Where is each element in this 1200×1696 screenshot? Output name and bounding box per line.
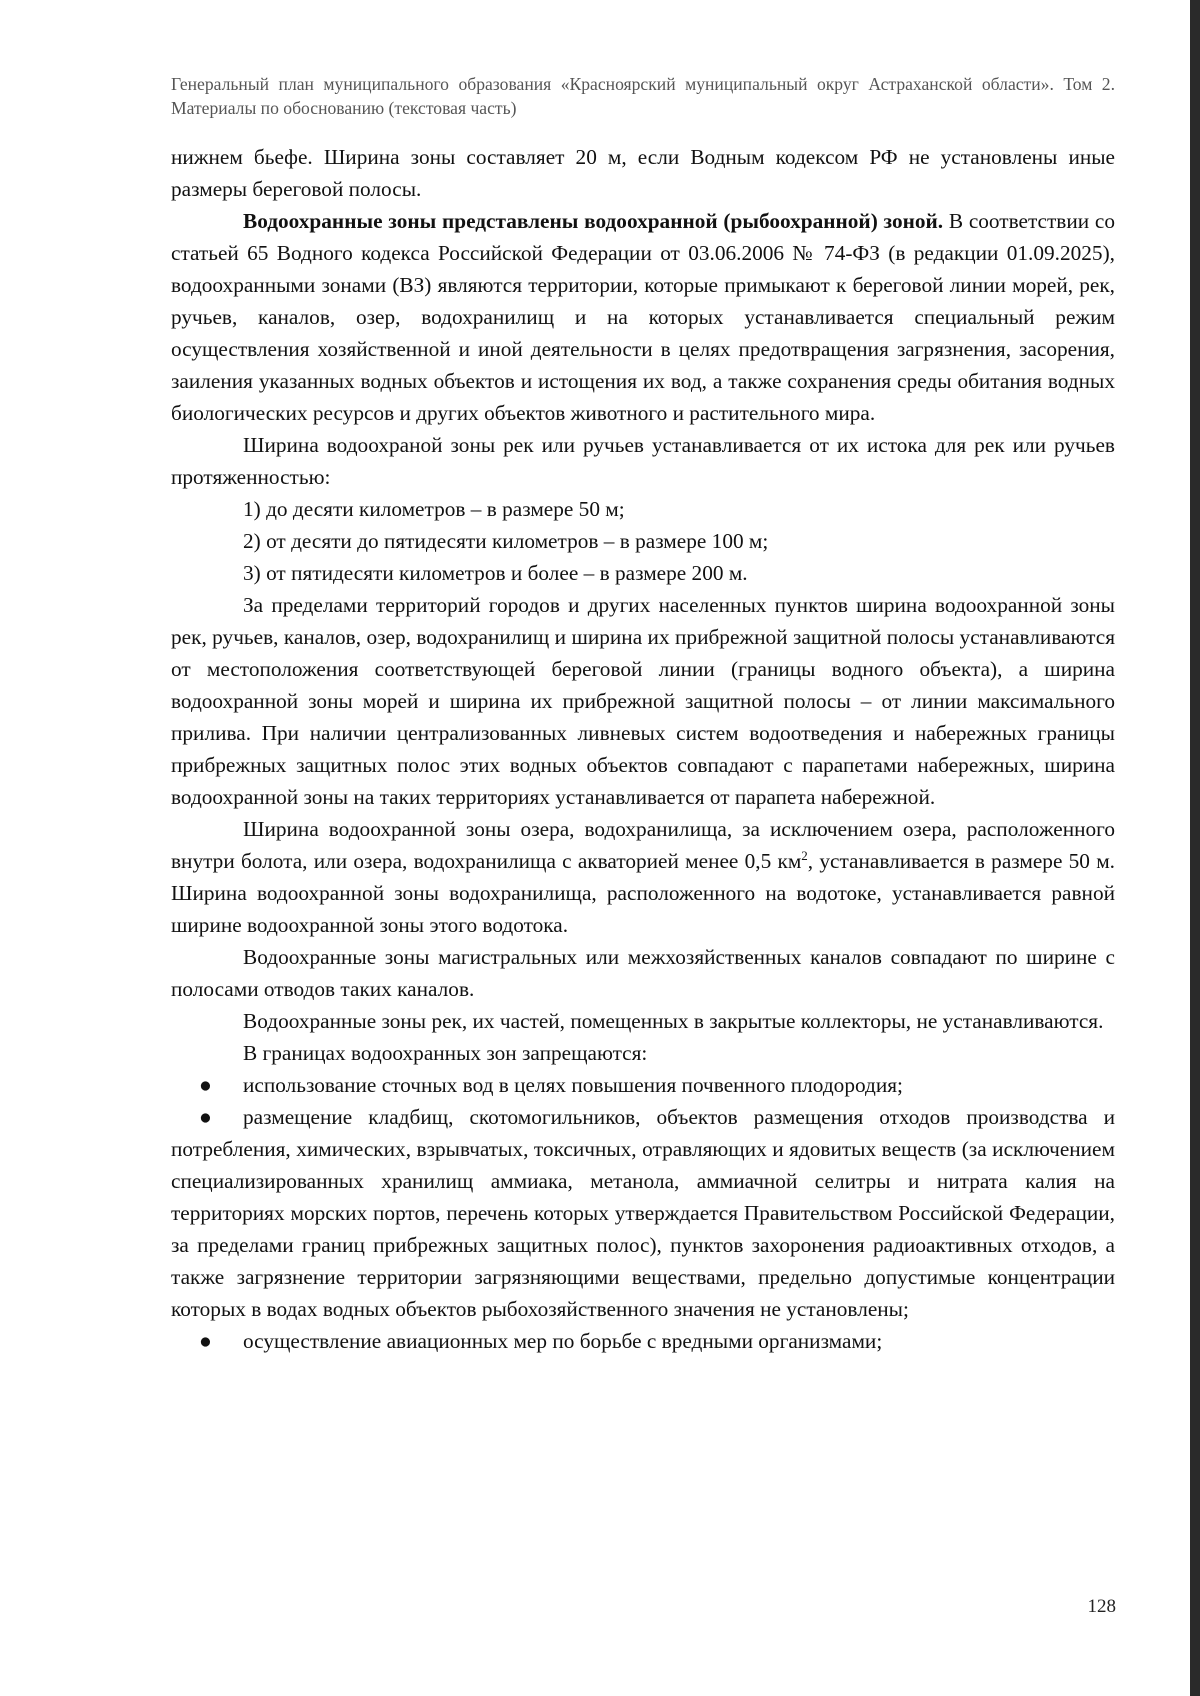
- page-number: 128: [1087, 1596, 1116, 1617]
- paragraph-canals: Водоохранные зоны магистральных или межхозяйственных каналов совпадают по ширине с полосами отводов таких каналов.: [171, 945, 1115, 1001]
- bullet-icon: ●: [199, 1105, 212, 1129]
- list-item: 2) от десяти до пятидесяти километров – в размере 100 м;: [243, 529, 769, 553]
- paragraph-continuation: нижнем бьефе. Ширина зоны составляет 20 м, если Водным кодексом РФ не установлены иные размеры береговой полосы.: [171, 145, 1115, 201]
- list-item: 1) до десяти километров – в размере 50 м;: [243, 497, 625, 521]
- paragraph-text: Ширина водоохранной зоны озера, водохранилища, за исключением озера, расположенного внутри болота, или озера, водохранилища с акваторией менее 0,5 км: [171, 817, 1115, 873]
- paragraph-lake-zone-width: [171, 813, 1115, 941]
- bullet-icon: ●: [199, 1073, 212, 1097]
- bold-lead-sentence: Водоохранные зоны представлены водоохранной (рыбоохранной) зоной.: [243, 209, 944, 233]
- paragraph-text: В соответствии со статьей 65 Водного кодекса Российской Федерации от 03.06.2006 № 74-ФЗ (в редакции 01.09.2025), водоохранными зонами (ВЗ) являются территории, которые примыкают к береговой линии морей, рек, ручьев, каналов, озер, водохранилищ и на которых устанавливается специальный режим осуществления хозяйственной и иной деятельности в целях предотвращения загрязнения, засорения, заиления указанных водных объектов и истощения их вод, а также сохранения среды обитания водных биологических ресурсов и других объектов животного и растительного мира.: [171, 209, 1115, 425]
- bullet-item: [171, 1325, 1115, 1357]
- paragraph-prohibitions-intro: В границах водоохранных зон запрещаются:: [243, 1041, 648, 1065]
- bullet-item: [171, 1069, 1115, 1101]
- paragraph-river-zone-width: Ширина водоохраной зоны рек или ручьев устанавливается от их истока для рек или ручьев протяженностью:: [171, 433, 1115, 489]
- paragraph-closed-collectors: Водоохранные зоны рек, их частей, помещенных в закрытые коллекторы, не устанавливаются.: [243, 1009, 1104, 1033]
- paragraph-outside-settlements: За пределами территорий городов и других населенных пунктов ширина водоохранной зоны рек, ручьев, каналов, озер, водохранилищ и ширина их прибрежной защитной полосы устанавливаются от местоположения соответствующей береговой линии (границы водного объекта), а ширина водоохранной зоны морей и ширина их прибрежной защитной полосы – от линии максимального прилива. При наличии централизованных ливневых систем водоотведения и набережных границы прибрежных защитных полос этих водных объектов совпадают с парапетами набережных, ширина водоохранной зоны на таких территориях устанавливается от парапета набережной.: [171, 593, 1115, 809]
- bullet-text: осуществление авиационных мер по борьбе с вредными организмами;: [243, 1329, 883, 1353]
- document-body: [171, 141, 1115, 1357]
- bullet-text: размещение кладбищ, скотомогильников, объектов размещения отходов производства и потребления, химических, взрывчатых, токсичных, отравляющих и ядовитых веществ (за исключением специализированных хранилищ аммиака, метанола, аммиачной селитры и нитрата калия на территориях морских портов, перечень которых утверждается Правительством Российской Федерации, за пределами границ прибрежных защитных полос), пунктов захоронения радиоактивных отходов, а также загрязнение территории загрязняющими веществами, предельно допустимые концентрации которых в водах водных объектов рыбохозяйственного значения не установлены;: [171, 1105, 1115, 1321]
- paragraph-text: , устанавливается в размере 50 м. Ширина водоохранной зоны водохранилища, расположенного на водотоке, устанавливается равной ширине водоохранной зоны этого водотока.: [171, 849, 1115, 937]
- paragraph-water-protection-zones: [171, 205, 1115, 429]
- list-item: 3) от пятидесяти километров и более – в размере 200 м.: [243, 561, 748, 585]
- page-edge-shadow: [1190, 0, 1200, 1696]
- bullet-text: использование сточных вод в целях повышения почвенного плодородия;: [243, 1073, 903, 1097]
- superscript: 2: [801, 847, 808, 863]
- bullet-item: [171, 1101, 1115, 1325]
- bullet-icon: ●: [199, 1329, 212, 1353]
- running-header: Генеральный план муниципального образования «Красноярский муниципальный округ Астраханской области». Том 2. Материалы по обоснованию (текстовая часть): [171, 74, 1115, 118]
